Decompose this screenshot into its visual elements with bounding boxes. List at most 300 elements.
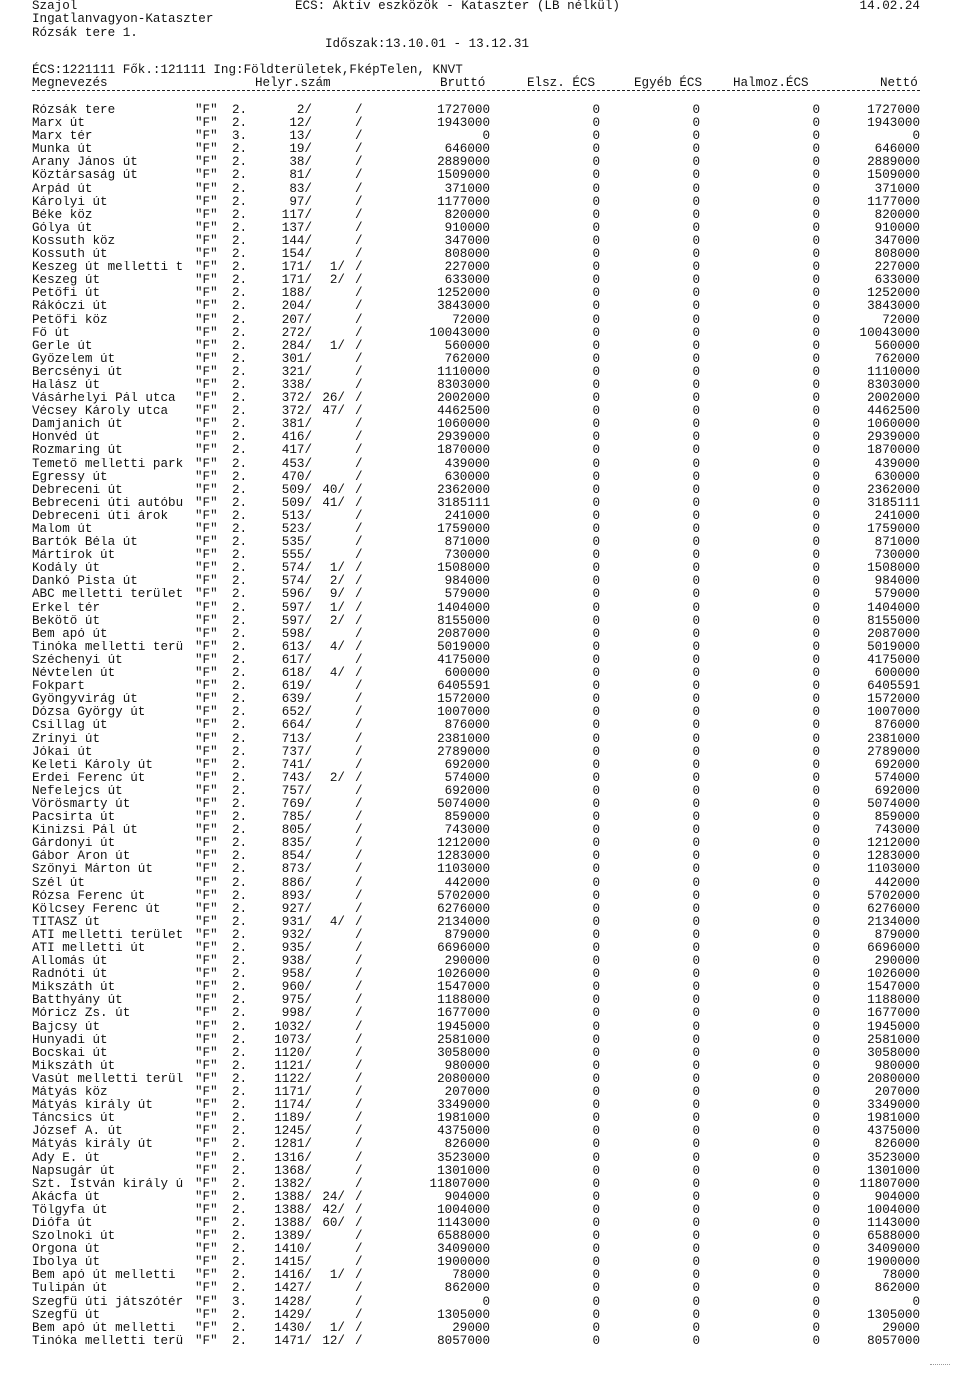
cell-name: Csillag út bbox=[32, 719, 108, 733]
cell-hrsz: 938/ bbox=[281, 954, 312, 969]
cell-name: Damjanich út bbox=[32, 418, 123, 432]
cell-hrsz: 741/ bbox=[281, 757, 312, 772]
cell-type: "F" bbox=[195, 220, 218, 235]
cell-elsz: 0 bbox=[592, 194, 600, 209]
cell-hrsz: 713/ bbox=[281, 731, 312, 746]
cell-sub: 40/ bbox=[322, 482, 345, 497]
selection-criteria: ÉCS:1221111 Fők.:121111 Ing:Földterületek,FképTelen, KNVT bbox=[32, 63, 463, 77]
cell-elsz: 0 bbox=[592, 495, 600, 510]
table-row bbox=[0, 1060, 960, 1073]
cell-elsz: 0 bbox=[592, 823, 600, 838]
cell-type: "F" bbox=[195, 1137, 218, 1152]
cell-brutto: 1870000 bbox=[437, 443, 490, 458]
cell-brutto: 808000 bbox=[444, 247, 490, 262]
table-row bbox=[0, 1322, 960, 1335]
cell-type: "F" bbox=[195, 1307, 218, 1322]
cell-type: "F" bbox=[195, 1071, 218, 1086]
cell-slash: / bbox=[355, 1150, 363, 1165]
cell-name: Gyöngyvirág út bbox=[32, 693, 138, 707]
cell-class: 2. bbox=[232, 810, 248, 825]
cell-slash: / bbox=[355, 1242, 363, 1257]
cell-netto: 984000 bbox=[874, 574, 920, 589]
cell-name: Honvéd út bbox=[32, 431, 101, 445]
cell-slash: / bbox=[355, 391, 363, 406]
cell-hrsz: 596/ bbox=[281, 587, 312, 602]
cell-netto: 879000 bbox=[874, 927, 920, 942]
cell-name: Móricz Zs. út bbox=[32, 1007, 131, 1021]
cell-egyeb: 0 bbox=[692, 941, 700, 955]
cell-halmoz: 0 bbox=[812, 443, 820, 458]
cell-name: Jókai út bbox=[32, 745, 93, 759]
cell-name: Vasút melletti terül bbox=[32, 1072, 184, 1086]
cell-egyeb: 0 bbox=[692, 1281, 700, 1296]
cell-brutto: 2939000 bbox=[437, 430, 490, 445]
asset-table bbox=[0, 104, 960, 1348]
cell-elsz: 0 bbox=[592, 351, 600, 366]
cell-hrsz: 321/ bbox=[281, 364, 312, 379]
cell-hrsz: 509/ bbox=[281, 482, 312, 497]
cell-egyeb: 0 bbox=[692, 652, 700, 667]
cell-netto: 2087000 bbox=[867, 626, 920, 641]
cell-hrsz: 1121/ bbox=[274, 1058, 312, 1073]
cell-halmoz: 0 bbox=[812, 404, 820, 419]
cell-hrsz: 1073/ bbox=[274, 1032, 312, 1047]
cell-halmoz: 0 bbox=[812, 312, 820, 327]
cell-hrsz: 769/ bbox=[281, 796, 312, 811]
cell-sub: 4/ bbox=[329, 639, 345, 654]
cell-name: Pacsirta út bbox=[32, 811, 116, 825]
cell-slash: / bbox=[355, 508, 363, 523]
cell-brutto: 980000 bbox=[444, 1058, 490, 1073]
cell-class: 2. bbox=[232, 312, 248, 327]
cell-elsz: 0 bbox=[592, 155, 600, 170]
cell-class: 2. bbox=[232, 482, 248, 497]
table-row bbox=[0, 196, 960, 209]
cell-type: "F" bbox=[195, 194, 218, 209]
cell-elsz: 0 bbox=[592, 652, 600, 667]
cell-brutto: 1509000 bbox=[437, 168, 490, 183]
cell-type: "F" bbox=[195, 482, 218, 497]
cell-egyeb: 0 bbox=[692, 705, 700, 720]
cell-type: "F" bbox=[195, 456, 218, 471]
cell-egyeb: 0 bbox=[692, 233, 700, 248]
cell-elsz: 0 bbox=[592, 600, 600, 615]
cell-egyeb: 0 bbox=[692, 666, 700, 681]
cell-name: Napsugár út bbox=[32, 1164, 116, 1178]
table-row bbox=[0, 903, 960, 916]
cell-class: 2. bbox=[232, 639, 248, 654]
cell-brutto: 5702000 bbox=[437, 888, 490, 903]
cell-brutto: 227000 bbox=[444, 260, 490, 275]
cell-class: 2. bbox=[232, 495, 248, 510]
cell-class: 2. bbox=[232, 116, 248, 131]
cell-hrsz: 617/ bbox=[281, 652, 312, 667]
cell-class: 2. bbox=[232, 1333, 248, 1348]
cell-elsz: 0 bbox=[592, 1085, 600, 1100]
cell-egyeb: 0 bbox=[692, 770, 700, 785]
cell-elsz: 0 bbox=[592, 1307, 600, 1322]
cell-netto: 347000 bbox=[874, 233, 920, 248]
cell-slash: / bbox=[355, 888, 363, 903]
cell-slash: / bbox=[355, 1019, 363, 1034]
cell-hrsz: 188/ bbox=[281, 286, 312, 301]
cell-slash: / bbox=[355, 1045, 363, 1060]
cell-elsz: 0 bbox=[592, 1255, 600, 1270]
cell-sub: 12/ bbox=[322, 1333, 345, 1348]
cell-name: Bajcsy út bbox=[32, 1020, 101, 1034]
cell-halmoz: 0 bbox=[812, 941, 820, 955]
cell-netto: 2362000 bbox=[867, 482, 920, 497]
cell-type: "F" bbox=[195, 561, 218, 576]
address: Rózsák tere 1. bbox=[32, 26, 138, 40]
cell-brutto: 2087000 bbox=[437, 626, 490, 641]
cell-egyeb: 0 bbox=[692, 1202, 700, 1217]
cell-hrsz: 171/ bbox=[281, 260, 312, 275]
cell-hrsz: 1032/ bbox=[274, 1019, 312, 1034]
cell-halmoz: 0 bbox=[812, 233, 820, 248]
cell-slash: / bbox=[355, 1032, 363, 1047]
cell-sub: 24/ bbox=[322, 1189, 345, 1204]
cell-type: "F" bbox=[195, 1255, 218, 1270]
cell-elsz: 0 bbox=[592, 705, 600, 720]
cell-type: "F" bbox=[195, 325, 218, 340]
cell-name: Ady E. út bbox=[32, 1151, 101, 1165]
cell-hrsz: 927/ bbox=[281, 901, 312, 916]
table-row bbox=[0, 588, 960, 601]
cell-egyeb: 0 bbox=[692, 1045, 700, 1060]
cell-netto: 980000 bbox=[874, 1058, 920, 1073]
cell-brutto: 8155000 bbox=[437, 613, 490, 628]
table-row bbox=[0, 641, 960, 654]
cell-name: Kodály út bbox=[32, 562, 101, 576]
cell-netto: 910000 bbox=[874, 220, 920, 235]
cell-halmoz: 0 bbox=[812, 1019, 820, 1034]
cell-name: Károlyi út bbox=[32, 195, 108, 209]
cell-sub: 26/ bbox=[322, 391, 345, 406]
cell-brutto: 1212000 bbox=[437, 836, 490, 851]
cell-name: Keleti Károly út bbox=[32, 758, 153, 772]
cell-egyeb: 0 bbox=[692, 220, 700, 235]
cell-egyeb: 0 bbox=[692, 351, 700, 366]
cell-name: Akácfa út bbox=[32, 1190, 101, 1204]
table-row bbox=[0, 497, 960, 510]
cell-brutto: 579000 bbox=[444, 587, 490, 602]
cell-class: 2. bbox=[232, 718, 248, 733]
cell-egyeb: 0 bbox=[692, 600, 700, 615]
cell-elsz: 0 bbox=[592, 364, 600, 379]
cell-name: Rózsa Ferenc út bbox=[32, 889, 146, 903]
cell-netto: 1110000 bbox=[867, 364, 920, 379]
table-row bbox=[0, 1178, 960, 1191]
cell-egyeb: 0 bbox=[692, 1124, 700, 1139]
cell-type: "F" bbox=[195, 469, 218, 484]
cell-netto: 692000 bbox=[874, 783, 920, 798]
cell-halmoz: 0 bbox=[812, 482, 820, 497]
cell-halmoz: 0 bbox=[812, 1215, 820, 1230]
cell-name: Szőnyi Márton út bbox=[32, 863, 153, 877]
cell-type: "F" bbox=[195, 1085, 218, 1100]
cell-slash: / bbox=[355, 718, 363, 733]
cell-elsz: 0 bbox=[592, 168, 600, 183]
cell-hrsz: 835/ bbox=[281, 836, 312, 851]
cell-sub: 2/ bbox=[329, 574, 345, 589]
cell-name: Bartók Béla út bbox=[32, 536, 138, 550]
cell-hrsz: 785/ bbox=[281, 810, 312, 825]
cell-name: Kölcsey Ferenc út bbox=[32, 902, 161, 916]
cell-name: Bem apó út bbox=[32, 627, 108, 641]
table-row bbox=[0, 628, 960, 641]
cell-egyeb: 0 bbox=[692, 1150, 700, 1165]
cell-slash: / bbox=[355, 679, 363, 694]
cell-hrsz: 1410/ bbox=[274, 1242, 312, 1257]
cell-slash: / bbox=[355, 430, 363, 445]
cell-netto: 6405591 bbox=[867, 679, 920, 694]
cell-halmoz: 0 bbox=[812, 1045, 820, 1060]
cell-brutto: 4375000 bbox=[437, 1124, 490, 1139]
cell-halmoz: 0 bbox=[812, 574, 820, 589]
cell-elsz: 0 bbox=[592, 1163, 600, 1178]
cell-class: 2. bbox=[232, 1176, 248, 1191]
cell-brutto: 984000 bbox=[444, 574, 490, 589]
cell-name: Marx út bbox=[32, 117, 85, 131]
cell-slash: / bbox=[355, 247, 363, 262]
cell-hrsz: 81/ bbox=[289, 168, 312, 183]
cell-brutto: 1981000 bbox=[437, 1111, 490, 1126]
cell-egyeb: 0 bbox=[692, 417, 700, 432]
cell-type: "F" bbox=[195, 1032, 218, 1047]
cell-type: "F" bbox=[195, 1058, 218, 1073]
cell-slash: / bbox=[355, 941, 363, 955]
cell-halmoz: 0 bbox=[812, 1032, 820, 1047]
cell-name: Diófa út bbox=[32, 1216, 93, 1230]
cell-halmoz: 0 bbox=[812, 980, 820, 995]
cell-class: 2. bbox=[232, 207, 248, 222]
cell-brutto: 1004000 bbox=[437, 1202, 490, 1217]
cell-halmoz: 0 bbox=[812, 181, 820, 196]
cell-hrsz: 574/ bbox=[281, 561, 312, 576]
cell-name: Rózsák tere bbox=[32, 104, 116, 117]
cell-halmoz: 0 bbox=[812, 495, 820, 510]
cell-slash: / bbox=[355, 194, 363, 209]
cell-elsz: 0 bbox=[592, 967, 600, 982]
cell-halmoz: 0 bbox=[812, 207, 820, 222]
cell-type: "F" bbox=[195, 823, 218, 838]
cell-halmoz: 0 bbox=[812, 325, 820, 340]
cell-type: "F" bbox=[195, 1176, 218, 1191]
cell-name: Tölgyfa út bbox=[32, 1203, 108, 1217]
cell-hrsz: 619/ bbox=[281, 679, 312, 694]
cell-egyeb: 0 bbox=[692, 639, 700, 654]
cell-egyeb: 0 bbox=[692, 1098, 700, 1113]
cell-egyeb: 0 bbox=[692, 1071, 700, 1086]
cell-hrsz: 204/ bbox=[281, 299, 312, 314]
cell-netto: 633000 bbox=[874, 273, 920, 288]
cell-hrsz: 38/ bbox=[289, 155, 312, 170]
cell-name: Vásárhelyi Pál utca bbox=[32, 392, 176, 406]
cell-halmoz: 0 bbox=[812, 875, 820, 890]
cell-elsz: 0 bbox=[592, 129, 600, 144]
cell-type: "F" bbox=[195, 666, 218, 681]
cell-slash: / bbox=[355, 613, 363, 628]
cell-slash: / bbox=[355, 456, 363, 471]
cell-brutto: 879000 bbox=[444, 927, 490, 942]
cell-egyeb: 0 bbox=[692, 364, 700, 379]
cell-halmoz: 0 bbox=[812, 705, 820, 720]
cell-class: 2. bbox=[232, 744, 248, 759]
cell-netto: 1945000 bbox=[867, 1019, 920, 1034]
cell-brutto: 78000 bbox=[452, 1268, 490, 1283]
cell-class: 2. bbox=[232, 849, 248, 864]
cell-halmoz: 0 bbox=[812, 1242, 820, 1257]
cell-type: "F" bbox=[195, 967, 218, 982]
cell-slash: / bbox=[355, 1294, 363, 1309]
cell-hrsz: 1428/ bbox=[274, 1294, 312, 1309]
cell-hrsz: 154/ bbox=[281, 247, 312, 262]
cell-halmoz: 0 bbox=[812, 168, 820, 183]
cell-class: 2. bbox=[232, 338, 248, 353]
cell-egyeb: 0 bbox=[692, 273, 700, 288]
cell-halmoz: 0 bbox=[812, 142, 820, 157]
cell-type: "F" bbox=[195, 862, 218, 877]
cell-sub: 1/ bbox=[329, 260, 345, 275]
cell-netto: 371000 bbox=[874, 181, 920, 196]
cell-class: 2. bbox=[232, 1006, 248, 1021]
cell-brutto: 1508000 bbox=[437, 561, 490, 576]
cell-netto: 1508000 bbox=[867, 561, 920, 576]
cell-slash: / bbox=[355, 142, 363, 157]
cell-class: 2. bbox=[232, 967, 248, 982]
cell-slash: / bbox=[355, 522, 363, 536]
cell-elsz: 0 bbox=[592, 116, 600, 131]
cell-hrsz: 652/ bbox=[281, 705, 312, 720]
cell-type: "F" bbox=[195, 1006, 218, 1021]
cell-sub: 4/ bbox=[329, 914, 345, 929]
cell-elsz: 0 bbox=[592, 679, 600, 694]
cell-brutto: 6696000 bbox=[437, 941, 490, 955]
cell-netto: 5074000 bbox=[867, 796, 920, 811]
cell-hrsz: 597/ bbox=[281, 613, 312, 628]
cell-name: József A. út bbox=[32, 1125, 123, 1139]
cell-slash: / bbox=[355, 705, 363, 720]
cell-slash: / bbox=[355, 1281, 363, 1296]
cell-brutto: 6276000 bbox=[437, 901, 490, 916]
cell-class: 3. bbox=[232, 1294, 248, 1309]
cell-netto: 820000 bbox=[874, 207, 920, 222]
cell-type: "F" bbox=[195, 731, 218, 746]
cell-class: 2. bbox=[232, 1202, 248, 1217]
table-row bbox=[0, 719, 960, 732]
cell-type: "F" bbox=[195, 639, 218, 654]
cell-brutto: 207000 bbox=[444, 1085, 490, 1100]
cell-class: 2. bbox=[232, 823, 248, 838]
cell-netto: 1870000 bbox=[867, 443, 920, 458]
cell-halmoz: 0 bbox=[812, 1307, 820, 1322]
cell-slash: / bbox=[355, 1320, 363, 1335]
col-brutto-header: Bruttó bbox=[440, 76, 486, 90]
cell-netto: 1305000 bbox=[867, 1307, 920, 1322]
cell-sub: 1/ bbox=[329, 1320, 345, 1335]
cell-slash: / bbox=[355, 1229, 363, 1244]
cell-sub: 2/ bbox=[329, 273, 345, 288]
cell-egyeb: 0 bbox=[692, 849, 700, 864]
cell-hrsz: 932/ bbox=[281, 927, 312, 942]
cell-type: "F" bbox=[195, 836, 218, 851]
cell-slash: / bbox=[355, 1098, 363, 1113]
cell-name: Béke köz bbox=[32, 208, 93, 222]
cell-type: "F" bbox=[195, 377, 218, 392]
cell-slash: / bbox=[355, 548, 363, 563]
cell-hrsz: 893/ bbox=[281, 888, 312, 903]
cell-slash: / bbox=[355, 1071, 363, 1086]
cell-brutto: 1007000 bbox=[437, 705, 490, 720]
cell-halmoz: 0 bbox=[812, 561, 820, 576]
cell-class: 2. bbox=[232, 705, 248, 720]
cell-netto: 762000 bbox=[874, 351, 920, 366]
cell-name: Gárdonyi út bbox=[32, 837, 116, 851]
cell-type: "F" bbox=[195, 954, 218, 969]
cell-hrsz: 523/ bbox=[281, 522, 312, 536]
cell-class: 2. bbox=[232, 155, 248, 170]
cell-halmoz: 0 bbox=[812, 1150, 820, 1165]
cell-name: Bercsényi út bbox=[32, 365, 123, 379]
cell-slash: / bbox=[355, 338, 363, 353]
cell-slash: / bbox=[355, 954, 363, 969]
cell-class: 2. bbox=[232, 901, 248, 916]
cell-egyeb: 0 bbox=[692, 1229, 700, 1244]
cell-netto: 3185111 bbox=[867, 495, 920, 510]
cell-halmoz: 0 bbox=[812, 1202, 820, 1217]
cell-netto: 630000 bbox=[874, 469, 920, 484]
cell-netto: 4462500 bbox=[867, 404, 920, 419]
cell-egyeb: 0 bbox=[692, 1032, 700, 1047]
cell-hrsz: 805/ bbox=[281, 823, 312, 838]
cell-netto: 730000 bbox=[874, 548, 920, 563]
cell-hrsz: 144/ bbox=[281, 233, 312, 248]
cell-elsz: 0 bbox=[592, 482, 600, 497]
cell-name: Bekötő út bbox=[32, 614, 101, 628]
cell-elsz: 0 bbox=[592, 954, 600, 969]
cell-netto: 6276000 bbox=[867, 901, 920, 916]
cell-hrsz: 931/ bbox=[281, 914, 312, 929]
cell-hrsz: 137/ bbox=[281, 220, 312, 235]
cell-slash: / bbox=[355, 377, 363, 392]
cell-elsz: 0 bbox=[592, 1268, 600, 1283]
cell-netto: 1026000 bbox=[867, 967, 920, 982]
cell-name: Petőfi köz bbox=[32, 313, 108, 327]
cell-hrsz: 1388/ bbox=[274, 1189, 312, 1204]
col-name-header: Megnevezés bbox=[32, 76, 108, 90]
cell-brutto: 3349000 bbox=[437, 1098, 490, 1113]
cell-sub: 47/ bbox=[322, 404, 345, 419]
cell-netto: 0 bbox=[912, 129, 920, 144]
cell-hrsz: 416/ bbox=[281, 430, 312, 445]
col-halmoz-header: Halmoz.ÉCS bbox=[733, 76, 809, 90]
table-row bbox=[0, 772, 960, 785]
cell-hrsz: 1174/ bbox=[274, 1098, 312, 1113]
cell-class: 2. bbox=[232, 260, 248, 275]
cell-netto: 241000 bbox=[874, 508, 920, 523]
table-row bbox=[0, 1204, 960, 1217]
cell-brutto: 2134000 bbox=[437, 914, 490, 929]
cell-hrsz: 555/ bbox=[281, 548, 312, 563]
cell-type: "F" bbox=[195, 796, 218, 811]
cell-halmoz: 0 bbox=[812, 666, 820, 681]
cell-hrsz: 1316/ bbox=[274, 1150, 312, 1165]
cell-class: 2. bbox=[232, 757, 248, 772]
cell-class: 2. bbox=[232, 194, 248, 209]
cell-type: "F" bbox=[195, 1150, 218, 1165]
period: Időszak:13.10.01 - 13.12.31 bbox=[325, 37, 530, 51]
